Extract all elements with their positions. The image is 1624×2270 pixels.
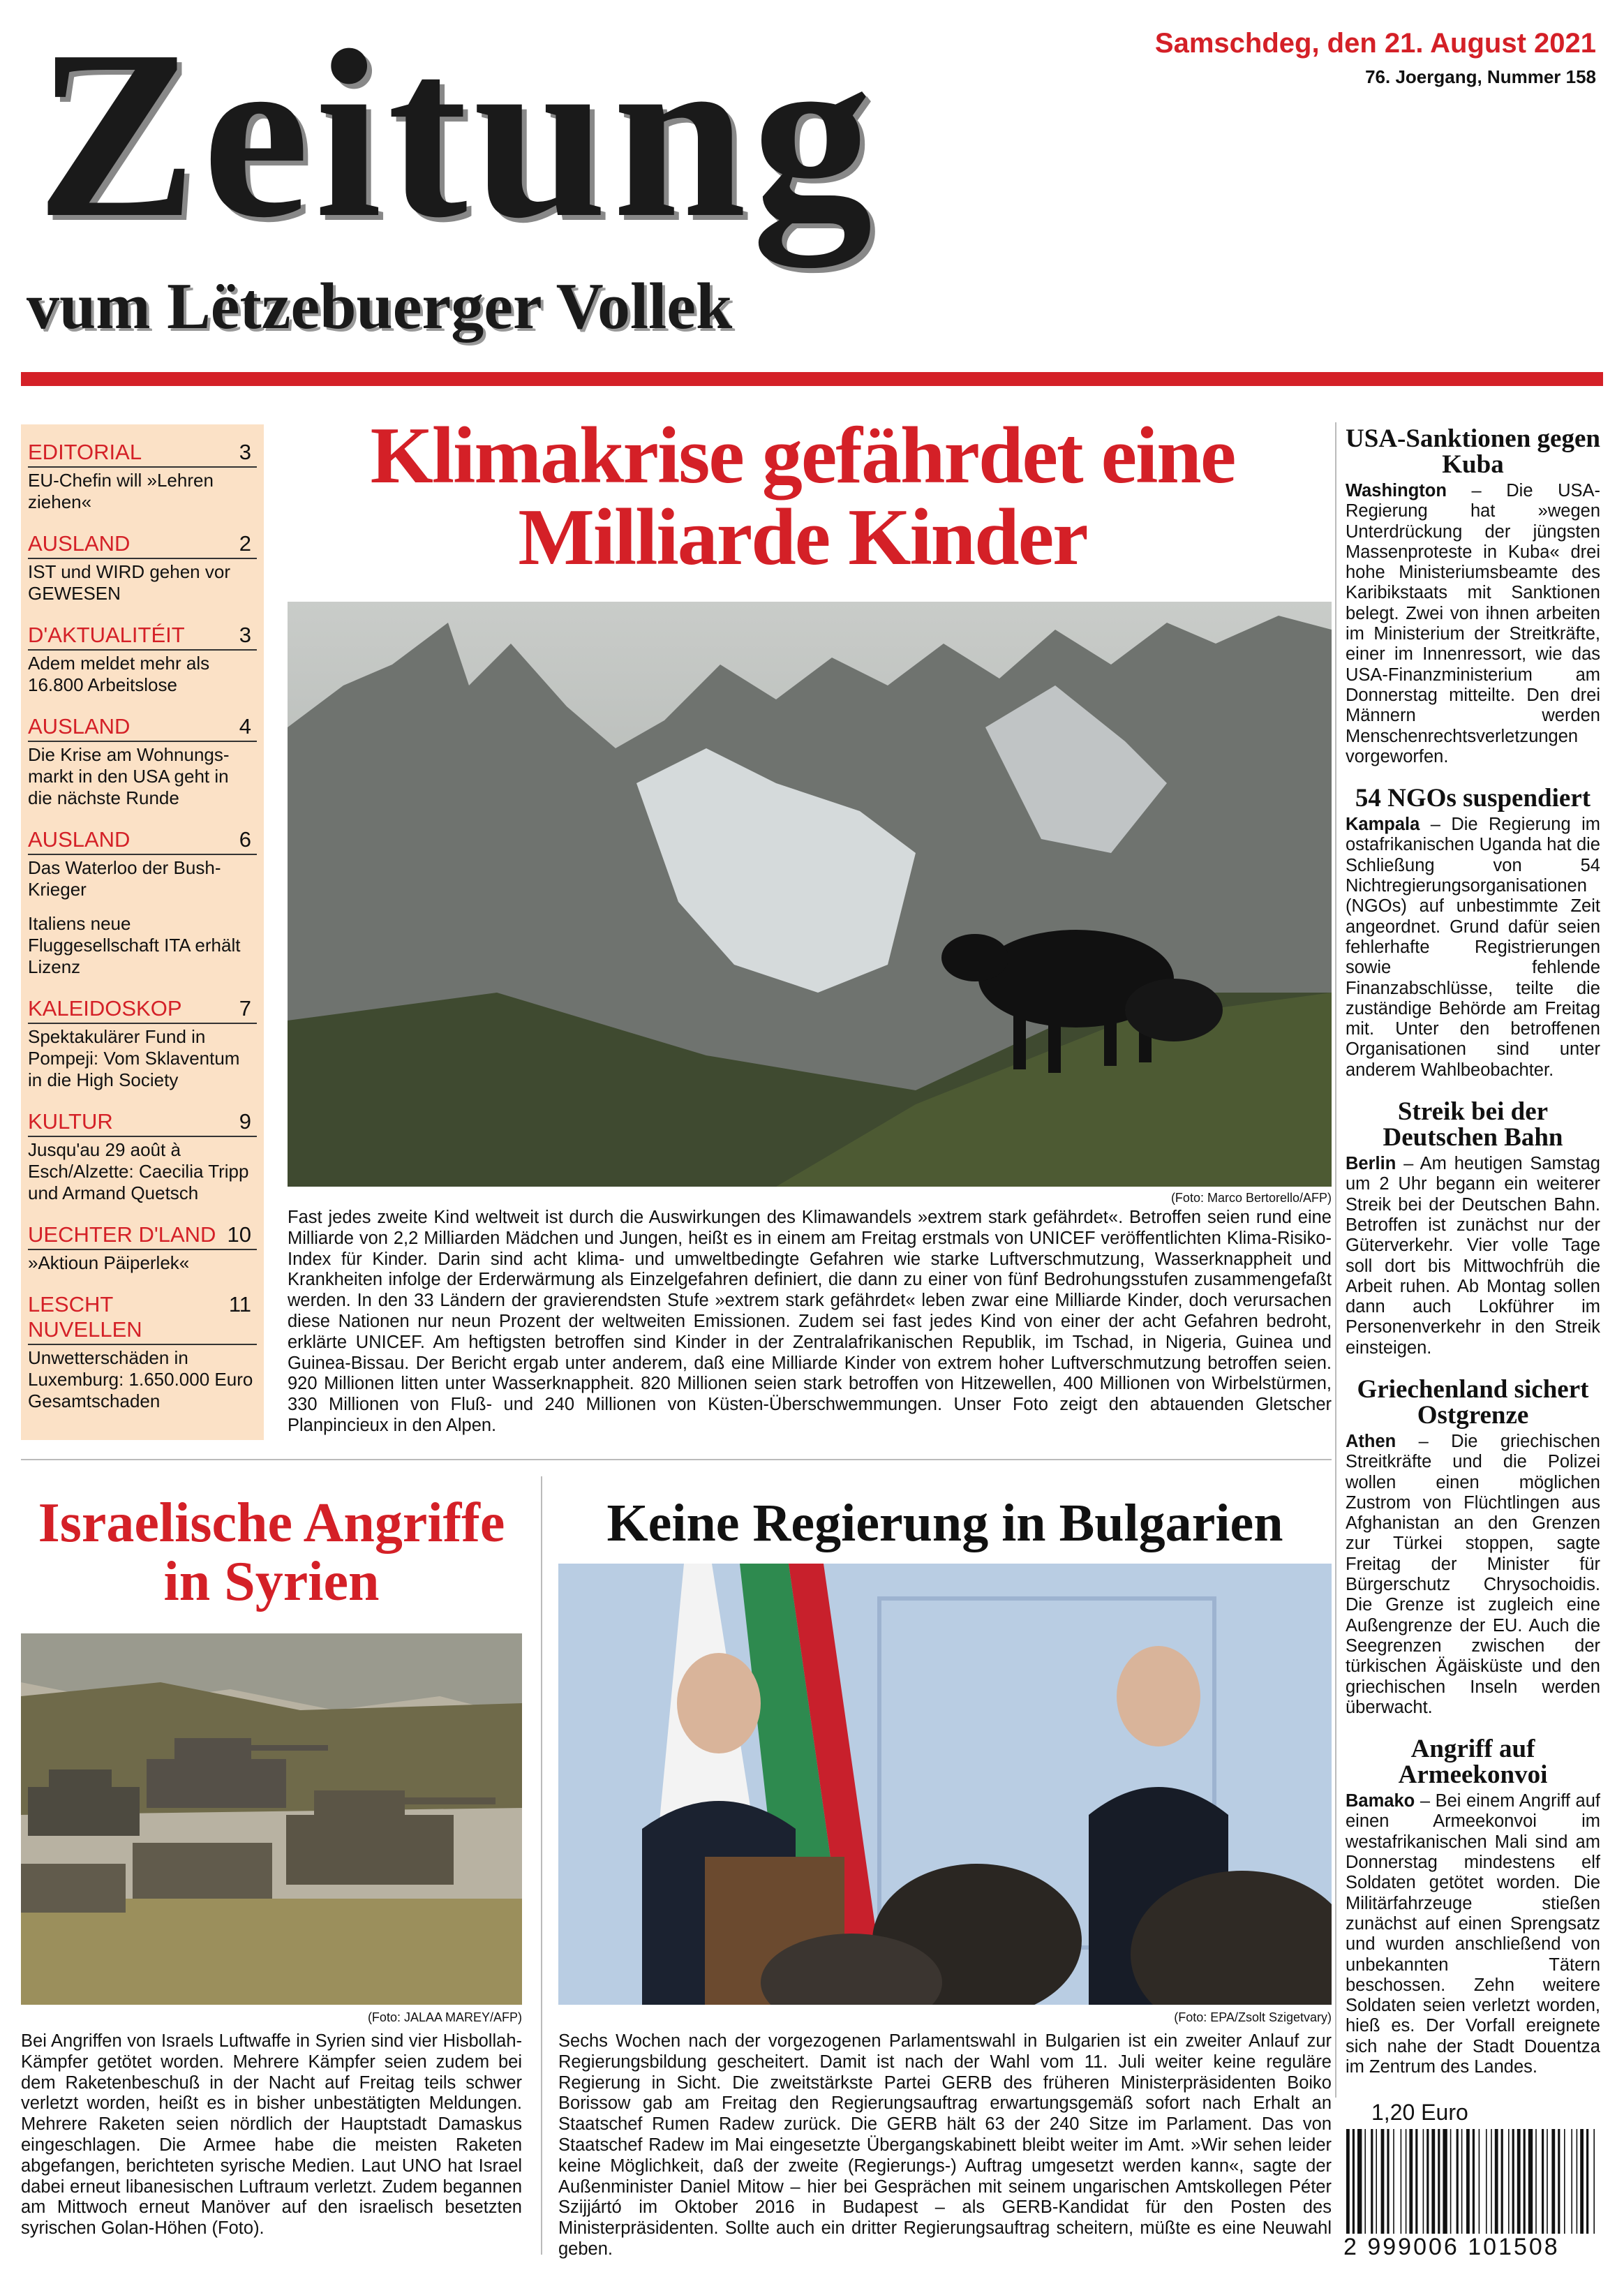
toc-section: AUSLAND <box>28 827 131 852</box>
price-label: 1,20 Euro <box>1371 2100 1468 2125</box>
brief[interactable] <box>1346 1374 1600 1718</box>
toc-entry[interactable] <box>28 1292 257 1412</box>
mountain-illustration <box>288 602 1332 1187</box>
toc-section: D'AKTUALITÉIT <box>28 623 185 647</box>
main-headline: Klimakrise gefährdet eine Milliarde Kinder <box>370 411 1235 582</box>
toc-item: Italiens neue Fluggesellschaft ITA erhält Lizenz <box>28 913 241 977</box>
toc-entry[interactable] <box>28 440 257 513</box>
brief-title: Streik bei der Deutschen Bahn <box>1383 1097 1563 1152</box>
tanks-photo <box>21 1633 522 2005</box>
toc-item: Unwetterschäden in Luxemburg: 1.650.000 Euro Gesamtschaden <box>28 1347 253 1411</box>
brief-text: – Am heutigen Samstag um 2 Uhr begann ein weiterer Streik bei der Deutschen Bahn. Betroffen ist zunächst nur der Güterverkehr. Vier volle Tage soll dort bis Mittwochfrüh die Arbeit ruhen. Ab Montag sollen dann auch Lokführer im Personenverkehr in den Streik einsteigen. <box>1346 1154 1600 1358</box>
brief-place: Athen <box>1346 1431 1396 1451</box>
brief[interactable] <box>1346 1099 1600 1358</box>
brief-text: – Die griechischen Streitkräfte und die Polizei wollen einen möglichen Zustrom von Flüchtlingen aus Afghanistan an den Grenzen zur Türkei stoppen, sagte Freitag der Minister für Bürgerschutz Chrysochoidis. Die Grenze ist zugleich eine Außengrenze der EU. Auch die Seegrenzen zwischen der türkischen Ägäisküste und den griechischen Inseln werden überwacht. <box>1346 1431 1600 1717</box>
bulgaria-headline: Keine Regierung in Bulgarien <box>606 1494 1283 1552</box>
toc-entry[interactable] <box>28 996 257 1091</box>
news-briefs <box>1346 426 1600 2095</box>
toc-page: 3 <box>239 440 251 464</box>
toc-item: Adem meldet mehr als 16.800 Arbeitslose <box>28 653 210 695</box>
toc-entry[interactable] <box>28 714 257 809</box>
toc-page: 2 <box>239 531 251 556</box>
syria-photo-credit: (Foto: JALAA MAREY/AFP) <box>367 2010 522 2024</box>
toc-page: 7 <box>239 996 251 1021</box>
column-divider <box>541 1476 542 2255</box>
bulgaria-photo-credit: (Foto: EPA/Zsolt Szigetvary) <box>1174 2010 1332 2024</box>
right-column-divider <box>1335 422 1336 2098</box>
brief-title: Griechenland sichert Ostgrenze <box>1357 1374 1589 1430</box>
brief-title: 54 NGOs suspendiert <box>1355 784 1591 813</box>
toc-entry[interactable] <box>28 623 257 696</box>
brief[interactable] <box>1346 1736 1600 2077</box>
toc-page: 9 <box>239 1109 251 1134</box>
brief-title: USA-Sanktionen gegen Kuba <box>1346 424 1600 479</box>
brief[interactable] <box>1346 426 1600 767</box>
masthead-subtitle: vum Lëtzebuerger Vollek <box>27 270 733 343</box>
toc-page: 4 <box>239 714 251 739</box>
issue-number: 76. Joergang, Nummer 158 <box>1365 66 1596 87</box>
masthead-title: Zeitung <box>36 1 879 267</box>
issue-date: Samschdeg, den 21. August 2021 <box>1154 28 1596 59</box>
brief-text: – Die Regierung im ostafrikanischen Uganda hat die Schließung von 54 Nichtregierungsorganisationen (NGOs) auf unbestimmte Zeit angeordnet. Grund dafür seien fehlerhafte Registrierungen sowie fehlende Finanzabschlüsse, teilte die zuständige Behörde am Freitag mit. Unter den betroffenen Organisationen sind unter anderem Wahlbeobachter. <box>1346 815 1600 1080</box>
toc-page: 3 <box>239 623 251 647</box>
toc-item: Die Krise am Wohnungs-markt in den USA geht in die nächste Runde <box>28 744 230 808</box>
toc-item: Spektakulärer Fund in Pompeji: Vom Sklaventum in die High Society <box>28 1026 240 1090</box>
toc-section: EDITORIAL <box>28 440 142 464</box>
toc-item: EU-Chefin will »Lehren ziehen« <box>28 470 214 512</box>
barcode-number: 2 999006 101508 <box>1343 2234 1560 2260</box>
toc-section: UECHTER D'LAND <box>28 1222 216 1247</box>
toc-page: 10 <box>227 1222 251 1247</box>
brief-place: Kampala <box>1346 815 1420 835</box>
toc-entry[interactable] <box>28 1109 257 1204</box>
toc-entry[interactable] <box>28 531 257 604</box>
toc-section: AUSLAND <box>28 531 131 556</box>
brief[interactable] <box>1346 785 1600 1081</box>
glacier-photo <box>288 602 1332 1187</box>
press-conference-illustration <box>558 1564 1332 2005</box>
brief-text: – Bei einem Angriff auf einen Armeekonvoi im westafrikanischen Mali sind am Donnerstag mindestens elf Soldaten getötet worden. Die Militärfahrzeuge stießen zunächst auf einen Sprengsatz und wurden anschließend von unbekannten Tätern beschossen. Zehn weitere Soldaten seien verletzt worden, hieß es. Der Vorfall ereignete sich nahe der Stadt Douentza im Zentrum des Landes. <box>1346 1791 1600 2077</box>
brief-title: Angriff auf Armeekonvoi <box>1398 1735 1548 1790</box>
brief-place: Bamako <box>1346 1791 1415 1811</box>
syria-article-body: Bei Angriffen von Israels Luftwaffe in Syrien sind vier Hisbollah-Kämpfer getötet worden. Mehrere Kämpfer seien zudem bei dem Raketenbeschuß in der Nacht auf Freitag teils schwer verletzt worden, heißt es in bisher unbestätigten Meldungen. Mehrere Raketen seien nördlich der Hauptstadt Damaskus eingeschlagen. Die Armee habe die meisten Raketen abgefangen, berichteten syrische Medien. Laut UNO hat Israel dabei erneut libanesischen Luftraum verletzt. Zudem begannen am Mittwoch erneut Manöver auf den israelisch besetzten syrischen Golan-Höhen (Foto). <box>21 2031 522 2239</box>
bulgaria-article-body: Sechs Wochen nach der vorgezogenen Parlamentswahl in Bulgarien ist ein zweiter Anlauf zur Regierungsbildung gescheitert. Damit ist nach der Wahl vom 11. Juli weiter keine reguläre Regierung in Sicht. Die zweitstärkste Partei GERB des früheren Ministerpräsidenten Boiko Borissow gab am Freitag den Regierungsauftrag erwartungsgemäß sofort nach Erhalt an Staatschef Rumen Radew zurück. Die GERB hält 63 der 240 Sitze im Parlament. Das von Staatschef Radew im Mai eingesetzte Übergangskabinett bleibt weiter im Amt. »Wir sehen leider keine Möglichkeit, daß der zweite (Regierungs-) Auftrag umgesetzt werden kann«, sagte der Außenminister Daniel Mitow – hier bei Gesprächen mit seinem ungarischen Amtskollegen Péter Szijjártó im Oktober 2016 in Budapest – als GERB-Kandidat für den Posten des Ministerpräsidenten. Sollte auch ein dritter Regierungsauftrag scheitern, müßte es eine Neuwahl geben. <box>558 2031 1332 2259</box>
brief-place: Berlin <box>1346 1154 1396 1174</box>
brief-place: Washington <box>1346 481 1447 500</box>
toc-page: 11 <box>228 1292 251 1316</box>
syria-headline: Israelische Angriffe in Syrien <box>38 1492 505 1612</box>
toc-item: »Aktioun Päiperlek« <box>28 1252 190 1273</box>
section-divider <box>21 1459 1332 1460</box>
barcode-icon <box>1343 2129 1598 2234</box>
toc-item: Jusqu'au 29 août à Esch/Alzette: Caecilia Tripp und Armand Quetsch <box>28 1139 249 1203</box>
main-photo-credit: (Foto: Marco Bertorello/AFP) <box>1170 1191 1332 1205</box>
masthead-divider <box>21 372 1603 386</box>
toc-section: KULTUR <box>28 1109 113 1134</box>
toc-page: 6 <box>239 827 251 852</box>
tanks-illustration <box>21 1633 522 2005</box>
toc-entry[interactable] <box>28 1222 257 1274</box>
table-of-contents <box>21 424 264 1440</box>
toc-section: LESCHT NUVELLEN <box>28 1292 142 1342</box>
toc-item: Das Waterloo der Bush-Krieger <box>28 857 221 900</box>
toc-section: AUSLAND <box>28 714 131 739</box>
toc-entry[interactable] <box>28 827 257 978</box>
press-conference-photo <box>558 1564 1332 2005</box>
brief-text: – Die USA-Regierung hat »wegen Unterdrückung der jüngsten Massenproteste in Kuba« drei hohe Ministeriumsbeamte des Karibikstaats mit Sanktionen belegt. Zwei von ihnen arbeiten im Ministerium der Streitkräfte, einer im Innenressort, wie das USA-Finanzministerium am Donnerstag mitteilte. Den drei Männern werden Menschenrechtsverletzungen vorgeworfen. <box>1346 481 1600 766</box>
toc-section: KALEIDOSKOP <box>28 996 182 1021</box>
main-article-body: Fast jedes zweite Kind weltweit ist durch die Auswirkungen des Klimawandels »extrem stark gefährdet«. Betroffen seien rund eine Milliarde von 2,2 Milliarden Mädchen und Jungen, heißt es in einem am Freitag erstmals von UNICEF veröffentlichten Klima-Risiko-Index für Kinder. Darin sind acht klima- und umweltbedingte Gefahren wie starke Luftverschmutzung, Wasserknappheit und Krankheiten infolge der Erderwärmung als Einzelgefahren definiert, die dann zu einer von fünf Bedrohungsstufen zusammengefaßt werden. In den 33 Ländern der gravierendsten Stufe »extrem stark gefährdet« leben zwar eine Milliarde Kinder, doch verursachen diese Nationen nur neun Prozent der weltweiten Emissionen. Zudem sei fast jedes Kind von einer der acht Gefahren bedroht, erklärte UNICEF. Am heftigsten betroffen sind Kinder in der Zentralafrikanischen Republik, im Tschad, in Nigeria, Guinea und Guinea-Bissau. Der Bericht ergab unter anderem, daß eine Milliarde Kinder von extrem hoher Luftverschmutzung betroffen seien. 920 Millionen litten unter Wasserknappheit. 820 Millionen seien stark betroffen von Hitzewellen, 400 Millionen von Wirbelstürmen, 330 Millionen von Fluß- und 240 Millionen von Küsten-Überschwemmungen. Unser Foto zeigt den abtauenden Gletscher Planpincieux in den Alpen. <box>288 1208 1332 1435</box>
toc-item: IST und WIRD gehen vor GEWESEN <box>28 561 230 604</box>
